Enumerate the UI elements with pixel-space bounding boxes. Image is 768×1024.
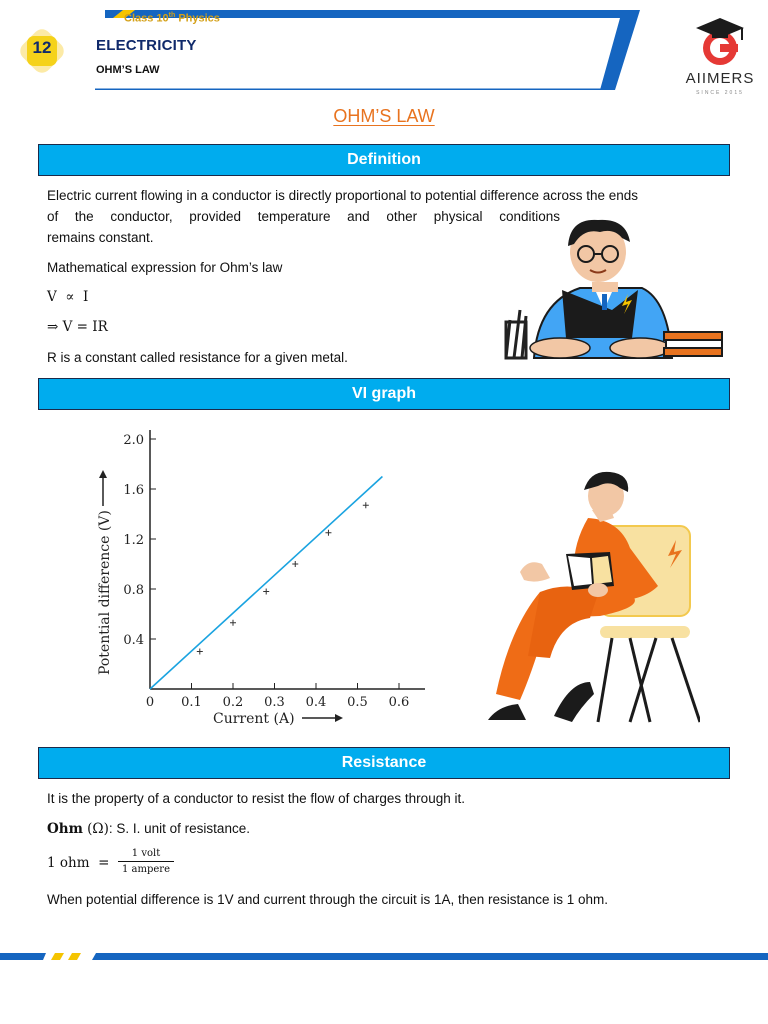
y-axis-arrowhead [99, 470, 107, 478]
teacher-illustration [500, 210, 728, 360]
ohm-fraction-denominator: 1 ampere [121, 864, 170, 875]
logo-since: SINCE 2015 [696, 90, 744, 96]
class-label: Class 10th Physics [124, 12, 220, 25]
resistance-heading: Resistance [38, 747, 730, 779]
y-tick-label: 2.0 [123, 433, 144, 448]
definition-line-1: Electric current flowing in a conductor is directly proportional to potential difference across the ends [47, 188, 639, 203]
ohm-term: Ohm [47, 821, 83, 837]
proportional-expression: V ∝ I [47, 289, 89, 305]
ohm-unit-desc: : S. I. unit of resistance. [108, 821, 250, 836]
logo-text: AIIMERS [685, 70, 755, 87]
x-axis-arrowhead [335, 714, 343, 722]
definition-line-2: of the conductor, provided temperature and other physical conditions [47, 209, 560, 224]
x-tick-label: 0.2 [222, 695, 244, 710]
y-tick-label: 1.6 [123, 483, 144, 498]
topic-title: OHM’S LAW [96, 64, 160, 76]
vi-graph-heading: VI graph [38, 378, 730, 410]
ohm-fraction-numerator: 1 volt [118, 848, 174, 862]
definition-heading: Definition [38, 144, 730, 176]
ohms-law-equation: ⇒ V = IR [47, 319, 108, 335]
x-tick-label: 0.6 [388, 695, 410, 710]
x-tick-label: 0.1 [181, 695, 202, 710]
x-axis-label: Current (A) [213, 711, 295, 727]
chapter-number: 12 [32, 38, 52, 57]
y-tick-label: 0.8 [123, 583, 144, 598]
x-tick-label: 0 [145, 695, 155, 710]
resistance-conclusion: When potential difference is 1V and current through the circuit is 1A, then resistance is 1 ohm. [47, 892, 609, 907]
x-tick-label: 0.4 [305, 695, 327, 710]
data-point [263, 589, 269, 595]
page-title: OHM’S LAW [333, 106, 435, 126]
vi-graph-chart [90, 420, 435, 735]
definition-line-3: remains constant. [47, 230, 154, 245]
constant-note: R is a constant called resistance for a given metal. [47, 350, 348, 365]
y-axis-label: Potential difference (V) [97, 510, 113, 675]
ohm-symbol: (Ω) [82, 821, 109, 837]
student-reading-illustration [480, 468, 700, 730]
ohm-unit-line [47, 818, 250, 840]
footer-stripe [0, 950, 768, 964]
vi-line [150, 477, 382, 690]
data-point [363, 502, 369, 508]
y-tick-label: 0.4 [123, 633, 144, 648]
expression-intro: Mathematical expression for Ohm’s law [47, 260, 283, 275]
resistance-definition: It is the property of a conductor to resist the flow of charges through it. [47, 791, 465, 806]
x-tick-label: 0.5 [347, 695, 368, 710]
ohm-fraction [118, 848, 174, 875]
data-point [230, 620, 236, 626]
ohm-equation-lhs: 1 ohm = [47, 855, 110, 871]
data-point [292, 561, 298, 567]
data-point [325, 530, 331, 536]
x-tick-label: 0.3 [264, 695, 285, 710]
chapter-title: ELECTRICITY [96, 37, 197, 54]
data-point [197, 649, 203, 655]
y-tick-label: 1.2 [123, 533, 144, 548]
